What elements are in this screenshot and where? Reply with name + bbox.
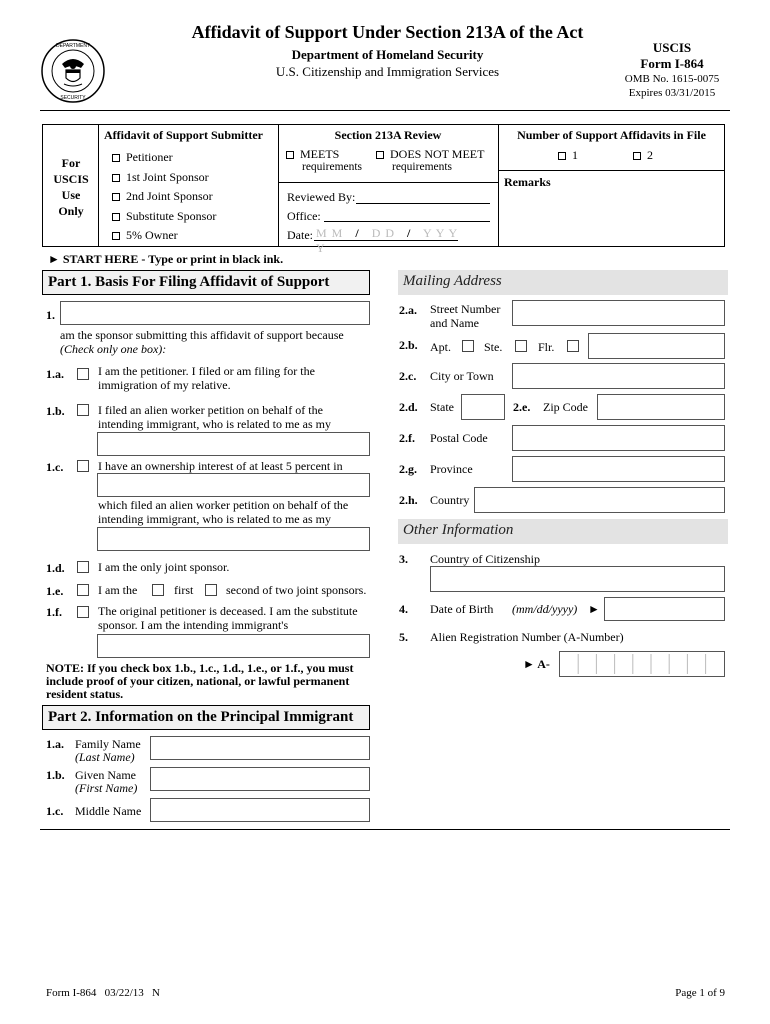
review-title: Section 213A Review [334,128,442,142]
checkbox-icon [112,213,120,221]
q1a-checkbox[interactable] [77,368,89,380]
a-number-cell-dividers [560,652,724,676]
unit-number-input[interactable] [588,333,725,359]
office-label: Office: [287,209,321,223]
page-number: Page 1 of 9 [675,987,725,999]
remarks-label: Remarks [504,175,551,189]
option-label: 1st Joint Sponsor [126,169,209,184]
reviewed-by-label: Reviewed By: [287,190,356,204]
given-name-label: Given Name [75,768,136,782]
province-input[interactable] [512,456,725,482]
mailing-address-title: Mailing Address [398,270,728,295]
start-here-instruction: ► START HERE - Type or print in black ink. [48,252,284,266]
part1-note: NOTE: If you check box 1.b., 1.c., 1.d., 1.e., or 1.f., you must include proof of your citizen, national, or lawful permanent resident status. [46,661,354,701]
middle-name-label: Middle Name [75,804,142,818]
option-label: Substitute Sponsor [126,208,217,223]
checkbox-icon [112,232,120,240]
submitter-option-substitute [112,207,216,227]
q1e-text3: second of two joint sponsors. [226,583,367,597]
sponsor-name-input[interactable] [60,301,370,325]
street-input[interactable] [512,300,725,326]
date-line [314,240,458,241]
meets-option [286,148,362,174]
review-date-field [316,226,458,256]
q1e-first-checkbox[interactable] [152,584,164,596]
q1e-second-checkbox[interactable] [205,584,217,596]
q1-hint: (Check only one box): [60,342,167,356]
a-number-label: Alien Registration Number (A-Number) [430,630,624,644]
reviewed-by-line [356,203,490,204]
department-name: Department of Homeland Security [291,47,484,62]
state-label: State [430,400,454,414]
option-label: 2nd Joint Sponsor [126,189,213,203]
country-input[interactable] [474,487,725,513]
other-information-title: Other Information [398,519,728,544]
province-number: 2.g. [399,462,417,476]
q1c-text2: which filed an alien worker petition on behalf of the intending immigrant, who is related to me as my [98,498,349,526]
date-yyyy-placeholder: Y Y Y Y [316,226,458,255]
affidavits-count-title: Number of Support Affidavits in File [517,128,706,142]
q1c-text: I have an ownership interest of at least 5 percent in [98,459,343,473]
uscis-label: USCIS [652,40,692,55]
form-title: Affidavit of Support Under Section 213A of the Act [191,22,584,42]
family-name-hint: (Last Name) [75,750,135,764]
apt-label: Apt. [430,340,451,354]
q1d-checkbox[interactable] [77,561,89,573]
q1c-relationship-input[interactable] [97,527,370,551]
p2-1a-number: 1.a. [46,737,64,751]
part1-title: Part 1. Basis For Filing Affidavit of Support [42,270,370,295]
given-name-input[interactable] [150,767,370,791]
q1c-number: 1.c. [46,460,64,474]
q5-number: 5. [399,630,408,644]
q1e-number: 1.e. [46,584,64,598]
q1e-checkbox[interactable] [77,584,89,596]
q1e-text2: first [174,583,194,597]
checkbox-icon [633,152,641,160]
apt-number: 2.b. [399,338,418,352]
apt-checkbox[interactable] [462,340,474,352]
checkbox-icon [558,152,566,160]
expiration-date: Expires 03/31/2015 [628,87,716,99]
not-meet-label: DOES NOT MEET [390,147,485,161]
a-number-input[interactable] [559,651,725,677]
checkbox-icon [112,193,120,201]
q1e-text1: I am the [98,583,138,597]
checkbox-icon [112,154,120,162]
option-label: 5% Owner [126,228,178,242]
uscis-use-only-label [44,155,98,219]
p2-1c-number: 1.c. [46,804,64,818]
postal-label: Postal Code [430,431,488,445]
divider [278,182,498,183]
q1-text: am the sponsor submitting this affidavit of support because [60,328,344,342]
svg-text:SECURITY: SECURITY [60,95,86,101]
office-line [324,221,490,222]
form-footer-id: Form I-864 03/22/13 N [46,987,160,999]
country-number: 2.h. [399,493,418,507]
form-number: Form I-864 [640,56,704,71]
submitter-title: Affidavit of Support Submitter [104,128,264,142]
divider [98,124,99,247]
zip-number: 2.e. [513,400,531,414]
meets-label: MEETS [300,147,340,161]
count-label: 1 [572,148,578,162]
omb-number: OMB No. 1615-0075 [624,73,720,85]
date-mm-placeholder: M M [316,226,344,240]
dob-hint: (mm/dd/yyyy) [512,602,578,616]
q1b-text: I filed an alien worker petition on behalf of the intending immigrant, who is related to me as my [98,403,331,431]
date-dd-placeholder: D D [371,226,396,240]
flr-label: Flr. [538,340,555,354]
divider [498,170,725,171]
ste-label: Ste. [484,340,503,354]
postal-code-input[interactable] [512,425,725,451]
checkbox-icon [286,151,294,159]
submitter-option-joint1 [112,168,216,188]
q1d-number: 1.d. [46,561,65,575]
street-number: 2.a. [399,303,417,317]
street-label: Street Number and Name [430,302,501,330]
country-label: Country [430,493,470,507]
checkbox-icon [112,174,120,182]
part2-title: Part 2. Information on the Principal Immigrant [42,705,370,730]
q1-number: 1. [46,308,55,322]
side-label-line: For [61,156,81,170]
state-number: 2.d. [399,400,418,414]
side-label-line: Only [58,204,84,218]
not-meet-sub: requirements [392,161,453,173]
dob-label: Date of Birth [430,602,494,616]
q1a-number: 1.a. [46,367,64,381]
submitter-option-petitioner [112,148,216,168]
header-rule [40,110,730,111]
not-meet-option [376,148,484,174]
q1d-text: I am the only joint sponsor. [98,560,230,574]
q1f-number: 1.f. [46,605,62,619]
zip-input[interactable] [597,394,725,420]
q1f-text: The original petitioner is deceased. I am the substitute sponsor. I am the intending immigrant's [98,604,358,632]
option-label: Petitioner [126,150,173,164]
q1c-checkbox[interactable] [77,460,89,472]
q3-number: 3. [399,552,408,566]
submitter-option-owner [112,226,216,246]
side-label-line: Use [61,188,81,202]
q1a-text: I am the petitioner. I filed or am filing for the immigration of my relative. [98,364,315,392]
a-number-prefix: ► A- [523,657,550,671]
p2-1b-number: 1.b. [46,768,65,782]
dob-input[interactable] [604,597,725,621]
q1c-company-input[interactable] [97,473,370,497]
city-number: 2.c. [399,369,417,383]
state-input[interactable] [461,394,505,420]
date-separator: / [355,226,360,240]
q1b-relationship-input[interactable] [97,432,370,456]
date-separator: / [407,226,412,240]
dhs-seal [40,38,106,104]
bottom-rule [40,829,730,830]
q1f-checkbox[interactable] [77,606,89,618]
province-label: Province [430,462,473,476]
city-input[interactable] [512,363,725,389]
postal-number: 2.f. [399,431,415,445]
affidavits-count-option-1 [558,148,578,163]
q1b-checkbox[interactable] [77,404,89,416]
middle-name-input[interactable] [150,798,370,822]
flr-checkbox[interactable] [567,340,579,352]
submitter-option-joint2 [112,187,216,207]
q1b-number: 1.b. [46,404,65,418]
family-name-label: Family Name [75,737,141,751]
q1f-relationship-input[interactable] [97,634,370,658]
side-label-line: USCIS [53,172,89,186]
ste-checkbox[interactable] [515,340,527,352]
dob-arrow-icon: ► [588,602,600,616]
submitter-options [112,148,216,246]
given-name-hint: (First Name) [75,781,138,795]
citizenship-input[interactable] [430,566,725,592]
date-label: Date: [287,228,313,242]
meets-sub: requirements [302,161,363,173]
svg-text:DEPARTMENT: DEPARTMENT [56,43,90,49]
agency-name: U.S. Citizenship and Immigration Services [275,64,500,79]
q4-number: 4. [399,602,408,616]
zip-label: Zip Code [543,400,588,414]
citizenship-label: Country of Citizenship [430,552,540,566]
count-label: 2 [647,148,653,162]
city-label: City or Town [430,369,494,383]
family-name-input[interactable] [150,736,370,760]
affidavits-count-option-2 [633,148,653,163]
checkbox-icon [376,151,384,159]
